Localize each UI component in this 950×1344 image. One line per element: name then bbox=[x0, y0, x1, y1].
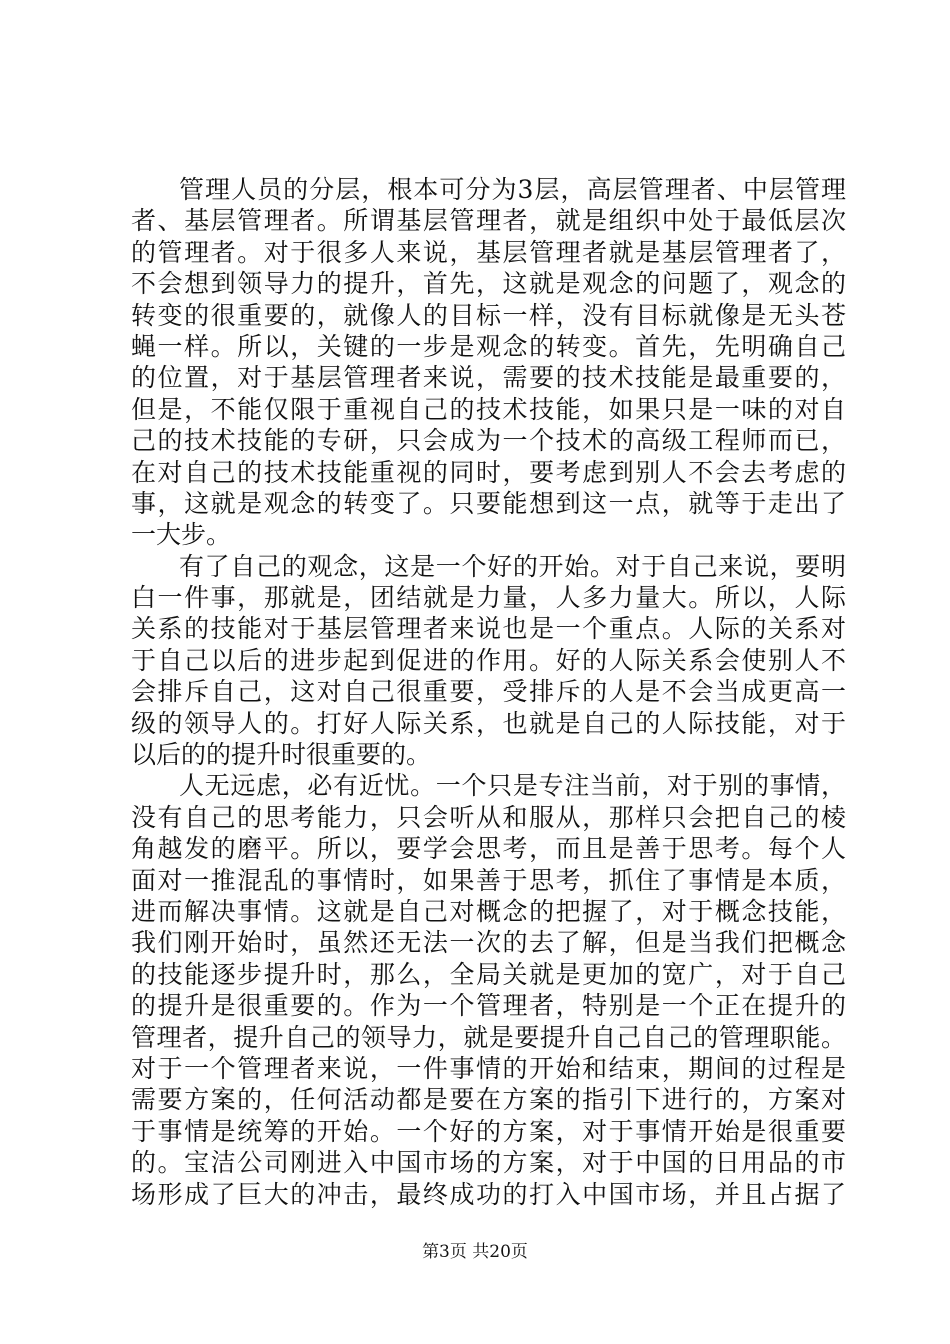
paragraph-3-line-1: 人无远虑，必有近忧。一个只是专注当前，对于别的事情， bbox=[179, 771, 846, 801]
page-number-footer: 第3页 共20页 bbox=[422, 1242, 528, 1262]
paragraph-2-line-3: 关系的技能对于基层管理者来说也是一个重点。人际的关系对 bbox=[131, 614, 846, 644]
paragraph-1-line-1: 管理人员的分层，根本可分为3层，高层管理者、中层管理 bbox=[179, 175, 846, 204]
paragraph-2-line-2: 白一件事，那就是，团结就是力量，人多力量大。所以，人际 bbox=[131, 583, 846, 613]
paragraph-2-line-1: 有了自己的观念，这是一个好的开始。对于自己来说，要明 bbox=[179, 551, 846, 581]
paragraph-3-line-2: 没有自己的思考能力，只会听从和服从，那样只会把自己的棱 bbox=[131, 802, 846, 832]
paragraph-3-line-4: 面对一推混乱的事情时，如果善于思考，抓住了事情是本质， bbox=[131, 865, 846, 895]
paragraph-3-line-14: 场形成了巨大的冲击，最终成功的打入中国市场，并且占据了 bbox=[131, 1179, 846, 1209]
paragraph-3-line-5: 进而解决事情。这就是自己对概念的把握了，对于概念技能， bbox=[131, 896, 846, 926]
paragraph-1-line-3: 的管理者。对于很多人来说，基层管理者就是基层管理者了， bbox=[131, 237, 846, 267]
paragraph-3-line-8: 的提升是很重要的。作为一个管理者，特别是一个正在提升的 bbox=[131, 991, 846, 1021]
paragraph-1-line-9: 己的技术技能的专研，只会成为一个技术的高级工程师而已， bbox=[131, 426, 846, 456]
paragraph-2-line-6: 级的领导人的。打好人际关系，也就是自己的人际技能，对于 bbox=[131, 708, 846, 738]
paragraph-1-line-7: 的位置，对于基层管理者来说，需要的技术技能是最重要的， bbox=[131, 363, 846, 393]
paragraph-3-line-13: 的。宝洁公司刚进入中国市场的方案，对于中国的日用品的市 bbox=[131, 1148, 846, 1178]
paragraph-3-line-7: 的技能逐步提升时，那么，全局关就是更加的宽广，对于自己 bbox=[131, 959, 846, 989]
paragraph-1-line-2: 者、基层管理者。所谓基层管理者，就是组织中处于最低层次 bbox=[131, 206, 846, 236]
paragraph-3-line-6: 我们刚开始时，虽然还无法一次的去了解，但是当我们把概念 bbox=[131, 928, 846, 958]
paragraph-1-line-12: 一大步。 bbox=[131, 520, 232, 550]
paragraph-2-line-5: 会排斥自己，这对自己很重要，受排斥的人是不会当成更高一 bbox=[131, 677, 846, 707]
paragraph-2-line-4: 于自己以后的进步起到促进的作用。好的人际关系会使别人不 bbox=[131, 645, 846, 675]
paragraph-1-line-4: 不会想到领导力的提升，首先，这就是观念的问题了，观念的 bbox=[131, 269, 846, 299]
paragraph-2-line-7: 以后的的提升时很重要的。 bbox=[131, 740, 432, 770]
paragraph-3-line-9: 管理者，提升自己的领导力，就是要提升自己自己的管理职能。 bbox=[131, 1022, 846, 1052]
paragraph-3-line-10: 对于一个管理者来说，一件事情的开始和结束，期间的过程是 bbox=[131, 1053, 846, 1083]
paragraph-1-line-8: 但是，不能仅限于重视自己的技术技能，如果只是一味的对自 bbox=[131, 394, 846, 424]
paragraph-1-line-11: 事，这就是观念的转变了。只要能想到这一点，就等于走出了 bbox=[131, 488, 846, 518]
paragraph-1-line-5: 转变的很重要的，就像人的目标一样，没有目标就像是无头苍 bbox=[131, 300, 846, 330]
paragraph-1-line-6: 蝇一样。所以，关键的一步是观念的转变。首先，先明确自己 bbox=[131, 331, 846, 361]
paragraph-1-line-10: 在对自己的技术技能重视的同时，要考虑到别人不会去考虑的 bbox=[131, 457, 846, 487]
document-body bbox=[131, 174, 846, 1210]
paragraph-3-line-11: 需要方案的，任何活动都是要在方案的指引下进行的，方案对 bbox=[131, 1085, 846, 1115]
paragraph-3-line-12: 于事情是统筹的开始。一个好的方案，对于事情开始是很重要 bbox=[131, 1116, 846, 1146]
paragraph-3-line-3: 角越发的磨平。所以，要学会思考，而且是善于思考。每个人 bbox=[131, 834, 846, 864]
